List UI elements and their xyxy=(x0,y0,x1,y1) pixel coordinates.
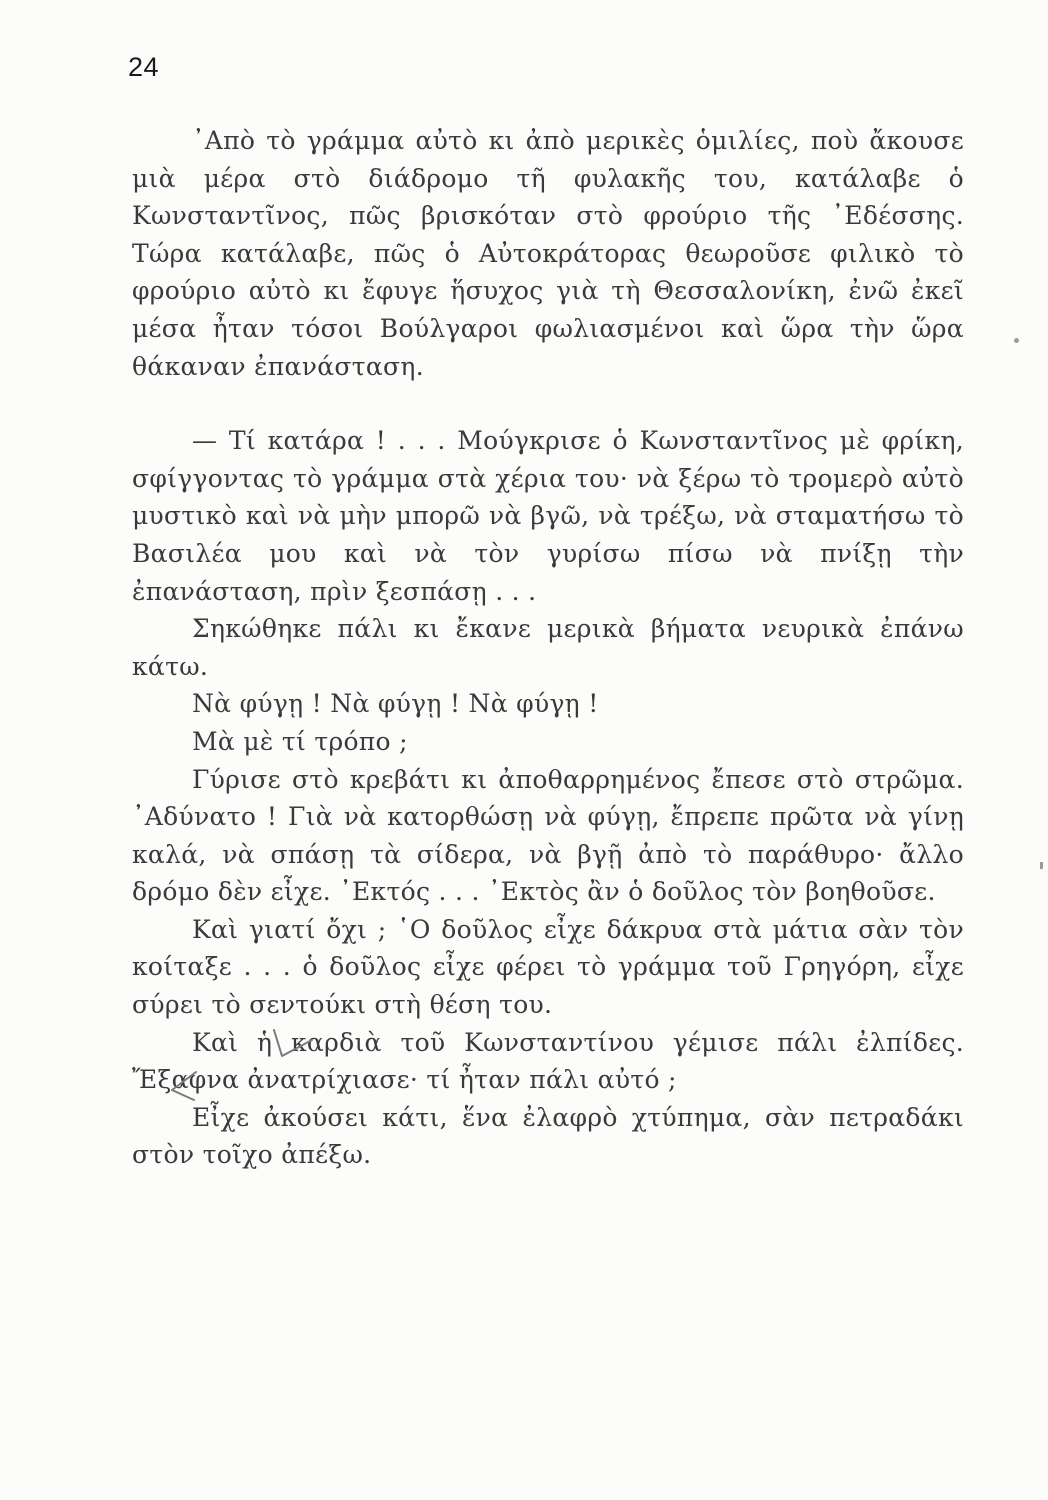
paragraph-9: Εἶχε ἀκούσει κάτι, ἕνα ἐλαφρὸ χτύπημα, σὰν πετραδάκι στὸν τοῖχο ἀπέξω. xyxy=(132,1102,964,1170)
paragraph-2: — Τί κατάρα ! . . . Μούγκρισε ὁ Κωνσταντῖνος μὲ φρίκη, σφίγγοντας τὸ γράμμα στὰ χέρια του· νὰ ξέρω τὸ τρομερὸ αὐτὸ μυστικὸ καὶ νὰ μὴν μπορῶ νὰ βγῶ, νὰ τρέξω, νὰ σταματήσω τὸ Βασιλέα μου καὶ νὰ τὸν γυρίσω πίσω νὰ πνίξῃ τὴν ἐπανάσταση, πρὶν ξεσπάσῃ . . . xyxy=(132,426,964,606)
paragraph-4: Νὰ φύγῃ ! Νὰ φύγῃ ! Νὰ φύγῃ ! xyxy=(192,689,599,719)
page-number: 24 xyxy=(128,52,160,82)
paragraph-7: Καὶ γιατί ὄχι ; ῾Ο δοῦλος εἶχε δάκρυα στὰ μάτια σὰν τὸν κοίταξε . . . ὁ δοῦλος εἶχε φέρει τὸ γράμμα τοῦ Γρηγόρη, εἶχε σύρει τὸ σεντούκι στὴ θέση του. xyxy=(132,914,964,1020)
paragraph-8: Καὶ ἡ καρδιὰ τοῦ Κωνσταντίνου γέμισε πάλι ἐλπίδες. Ἔξαφνα ἀνατρίχιασε· τί ἦταν πάλι αὐτό ; xyxy=(132,1027,964,1095)
pencil-margin-mark-icon xyxy=(166,1068,200,1102)
paragraph-3: Σηκώθηκε πάλι κι ἔκανε μερικὰ βήματα νευρικὰ ἐπάνω κάτω. xyxy=(132,614,964,681)
body-text xyxy=(132,122,964,1174)
paragraph-5: Μὰ μὲ τί τρόπο ; xyxy=(192,726,408,756)
edge-speck xyxy=(1040,862,1043,869)
ink-speck xyxy=(1014,338,1019,343)
paragraph-1: ᾿Απὸ τὸ γράμμα αὐτὸ κι ἀπὸ μερικὲς ὁμιλίες, ποὺ ἄκουσε μιὰ μέρα στὸ διάδρομο τῆ φυλακῆς του, κατάλαβε ὁ Κωνσταντῖνος, πῶς βρισκόταν στὸ φρούριο τῆς ᾿Εδέσσης. Τώρα κατάλαβε, πῶς ὁ Αὐτοκράτορας θεωροῦσε φιλικὸ τὸ φρούριο αὐτὸ κι ἔφυγε ἥσυχος γιὰ τὴ Θεσσαλονίκη, ἐνῶ ἐκεῖ μέσα ἦταν τόσοι Βούλγαροι φωλιασμένοι καὶ ὥρα τὴν ὥρα θάκαναν ἐπανάσταση. xyxy=(132,126,964,381)
paragraph-6: Γύρισε στὸ κρεβάτι κι ἀποθαρρημένος ἔπεσε στὸ στρῶμα. ᾿Αδύνατο ! Γιὰ νὰ κατορθώσῃ νὰ φύγῃ, ἔπρεπε πρῶτα νὰ γίνῃ καλά, νὰ σπάσῃ τὰ σίδερα, νὰ βγῇ ἀπὸ τὸ παράθυρο· ἄλλο δρόμο δὲν εἶχε. ᾿Εκτός . . . ᾿Εκτὸς ἂν ὁ δοῦλος τὸν βοηθοῦσε. xyxy=(132,764,964,907)
pencil-tick-mark-icon xyxy=(272,1026,314,1060)
